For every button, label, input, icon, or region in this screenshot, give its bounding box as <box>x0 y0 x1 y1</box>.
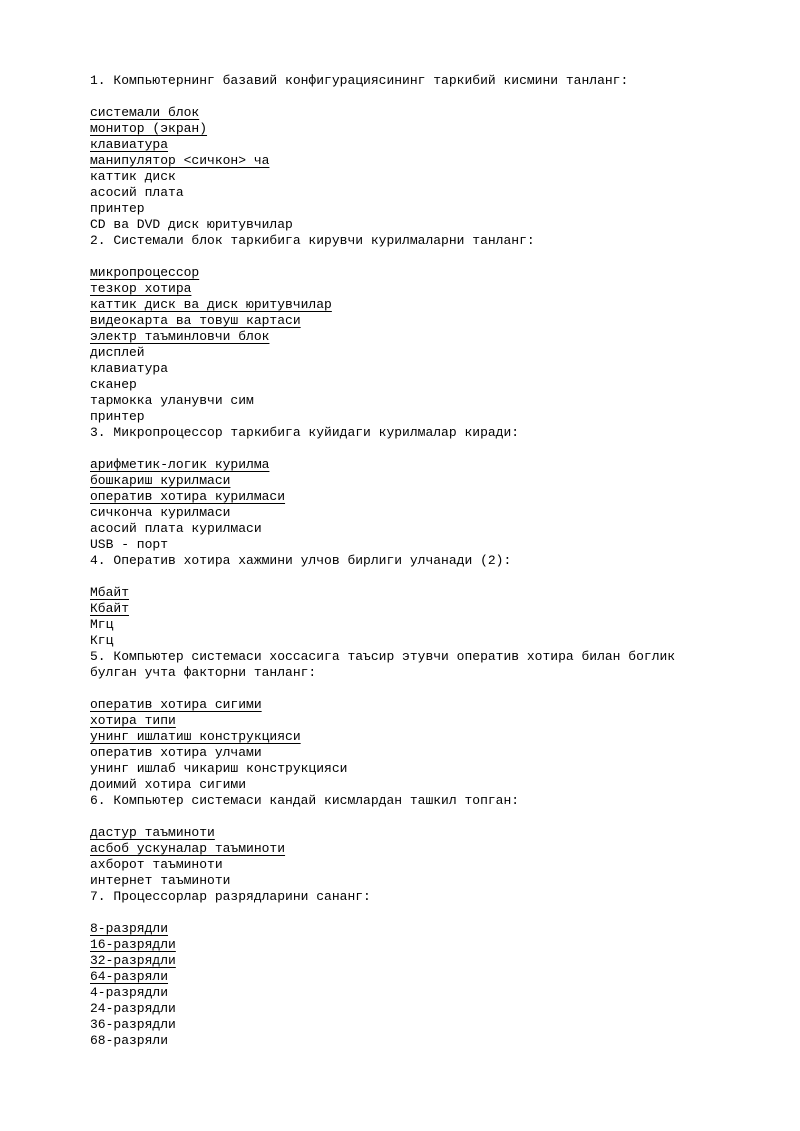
answer-option: 24-разрядли <box>90 1001 176 1016</box>
answer-option: сканер <box>90 377 137 392</box>
answer-option-correct: асбоб ускуналар таъминоти <box>90 841 286 856</box>
answer-option-correct: оператив хотира курилмаси <box>90 489 286 504</box>
answer-option: принтер <box>90 409 145 424</box>
question-text: 3. Микропроцессор таркибига куйидаги курилмалар киради: <box>90 425 520 440</box>
answer-option: Мгц <box>90 617 114 632</box>
answer-option-correct: 8-разрядли <box>90 921 169 936</box>
answer-option: принтер <box>90 201 145 216</box>
answer-option-correct: Мбайт <box>90 585 130 600</box>
answer-option: Кгц <box>90 633 114 648</box>
answer-option: асосий плата <box>90 185 184 200</box>
answer-option-correct: монитор (экран) <box>90 121 208 136</box>
question-4 <box>90 553 770 649</box>
question-text: 4. Оператив хотира хажмини улчов бирлиги улчанади (2): <box>90 553 512 568</box>
answer-option: доимий хотира сигими <box>90 777 247 792</box>
answer-option-correct: системали блок <box>90 105 200 120</box>
answer-option-correct: каттик диск ва диск юритувчилар <box>90 297 332 312</box>
answer-option-correct: манипулятор <сичкон> ча <box>90 153 270 168</box>
answer-option: сичконча курилмаси <box>90 505 231 520</box>
question-text: 5. Компьютер системаси хоссасига таъсир этувчи оператив хотира билан боглик булган учта факторни танланг: <box>90 649 683 680</box>
answer-option-correct: 32-разрядли <box>90 953 176 968</box>
answer-option: CD ва DVD диск юритувчилар <box>90 217 293 232</box>
answer-option-correct: электр таъминловчи блок <box>90 329 270 344</box>
question-7 <box>90 889 770 1049</box>
question-5 <box>90 649 770 793</box>
answer-option-correct: оператив хотира сигими <box>90 697 262 712</box>
answer-option: клавиатура <box>90 361 169 376</box>
answer-option: интернет таъминоти <box>90 873 231 888</box>
answer-option-correct: тезкор хотира <box>90 281 192 296</box>
question-text: 1. Компьютернинг базавий конфигурациясининг таркибий кисмини танланг: <box>90 73 629 88</box>
question-text: 6. Компьютер системаси кандай кисмлардан ташкил топган: <box>90 793 520 808</box>
answer-option: унинг ишлаб чикариш конструкцияси <box>90 761 348 776</box>
document-page <box>90 73 770 1049</box>
answer-option-correct: видеокарта ва товуш картаси <box>90 313 301 328</box>
answer-option-correct: Кбайт <box>90 601 130 616</box>
question-text: 7. Процессорлар разрядларини сананг: <box>90 889 371 904</box>
question-text: 2. Системали блок таркибига кирувчи курилмаларни танланг: <box>90 233 535 248</box>
answer-option: ахборот таъминоти <box>90 857 223 872</box>
question-3 <box>90 425 770 553</box>
answer-option-correct: 64-разряли <box>90 969 169 984</box>
answer-option-correct: клавиатура <box>90 137 169 152</box>
question-6 <box>90 793 770 889</box>
answer-option: 68-разряли <box>90 1033 169 1048</box>
question-1 <box>90 73 770 233</box>
answer-option: тармокка уланувчи сим <box>90 393 254 408</box>
answer-option: каттик диск <box>90 169 176 184</box>
answer-option: 36-разрядли <box>90 1017 176 1032</box>
answer-option: USB - порт <box>90 537 169 552</box>
answer-option: оператив хотира улчами <box>90 745 262 760</box>
answer-option-correct: микропроцессор <box>90 265 200 280</box>
answer-option-correct: арифметик-логик курилма <box>90 457 270 472</box>
answer-option-correct: 16-разрядли <box>90 937 176 952</box>
answer-option-correct: дастур таъминоти <box>90 825 215 840</box>
answer-option: асосий плата курилмаси <box>90 521 262 536</box>
question-2 <box>90 233 770 425</box>
answer-option-correct: бошкариш курилмаси <box>90 473 231 488</box>
answer-option: 4-разрядли <box>90 985 169 1000</box>
answer-option-correct: хотира типи <box>90 713 176 728</box>
answer-option: дисплей <box>90 345 145 360</box>
answer-option-correct: унинг ишлатиш конструкцияси <box>90 729 301 744</box>
